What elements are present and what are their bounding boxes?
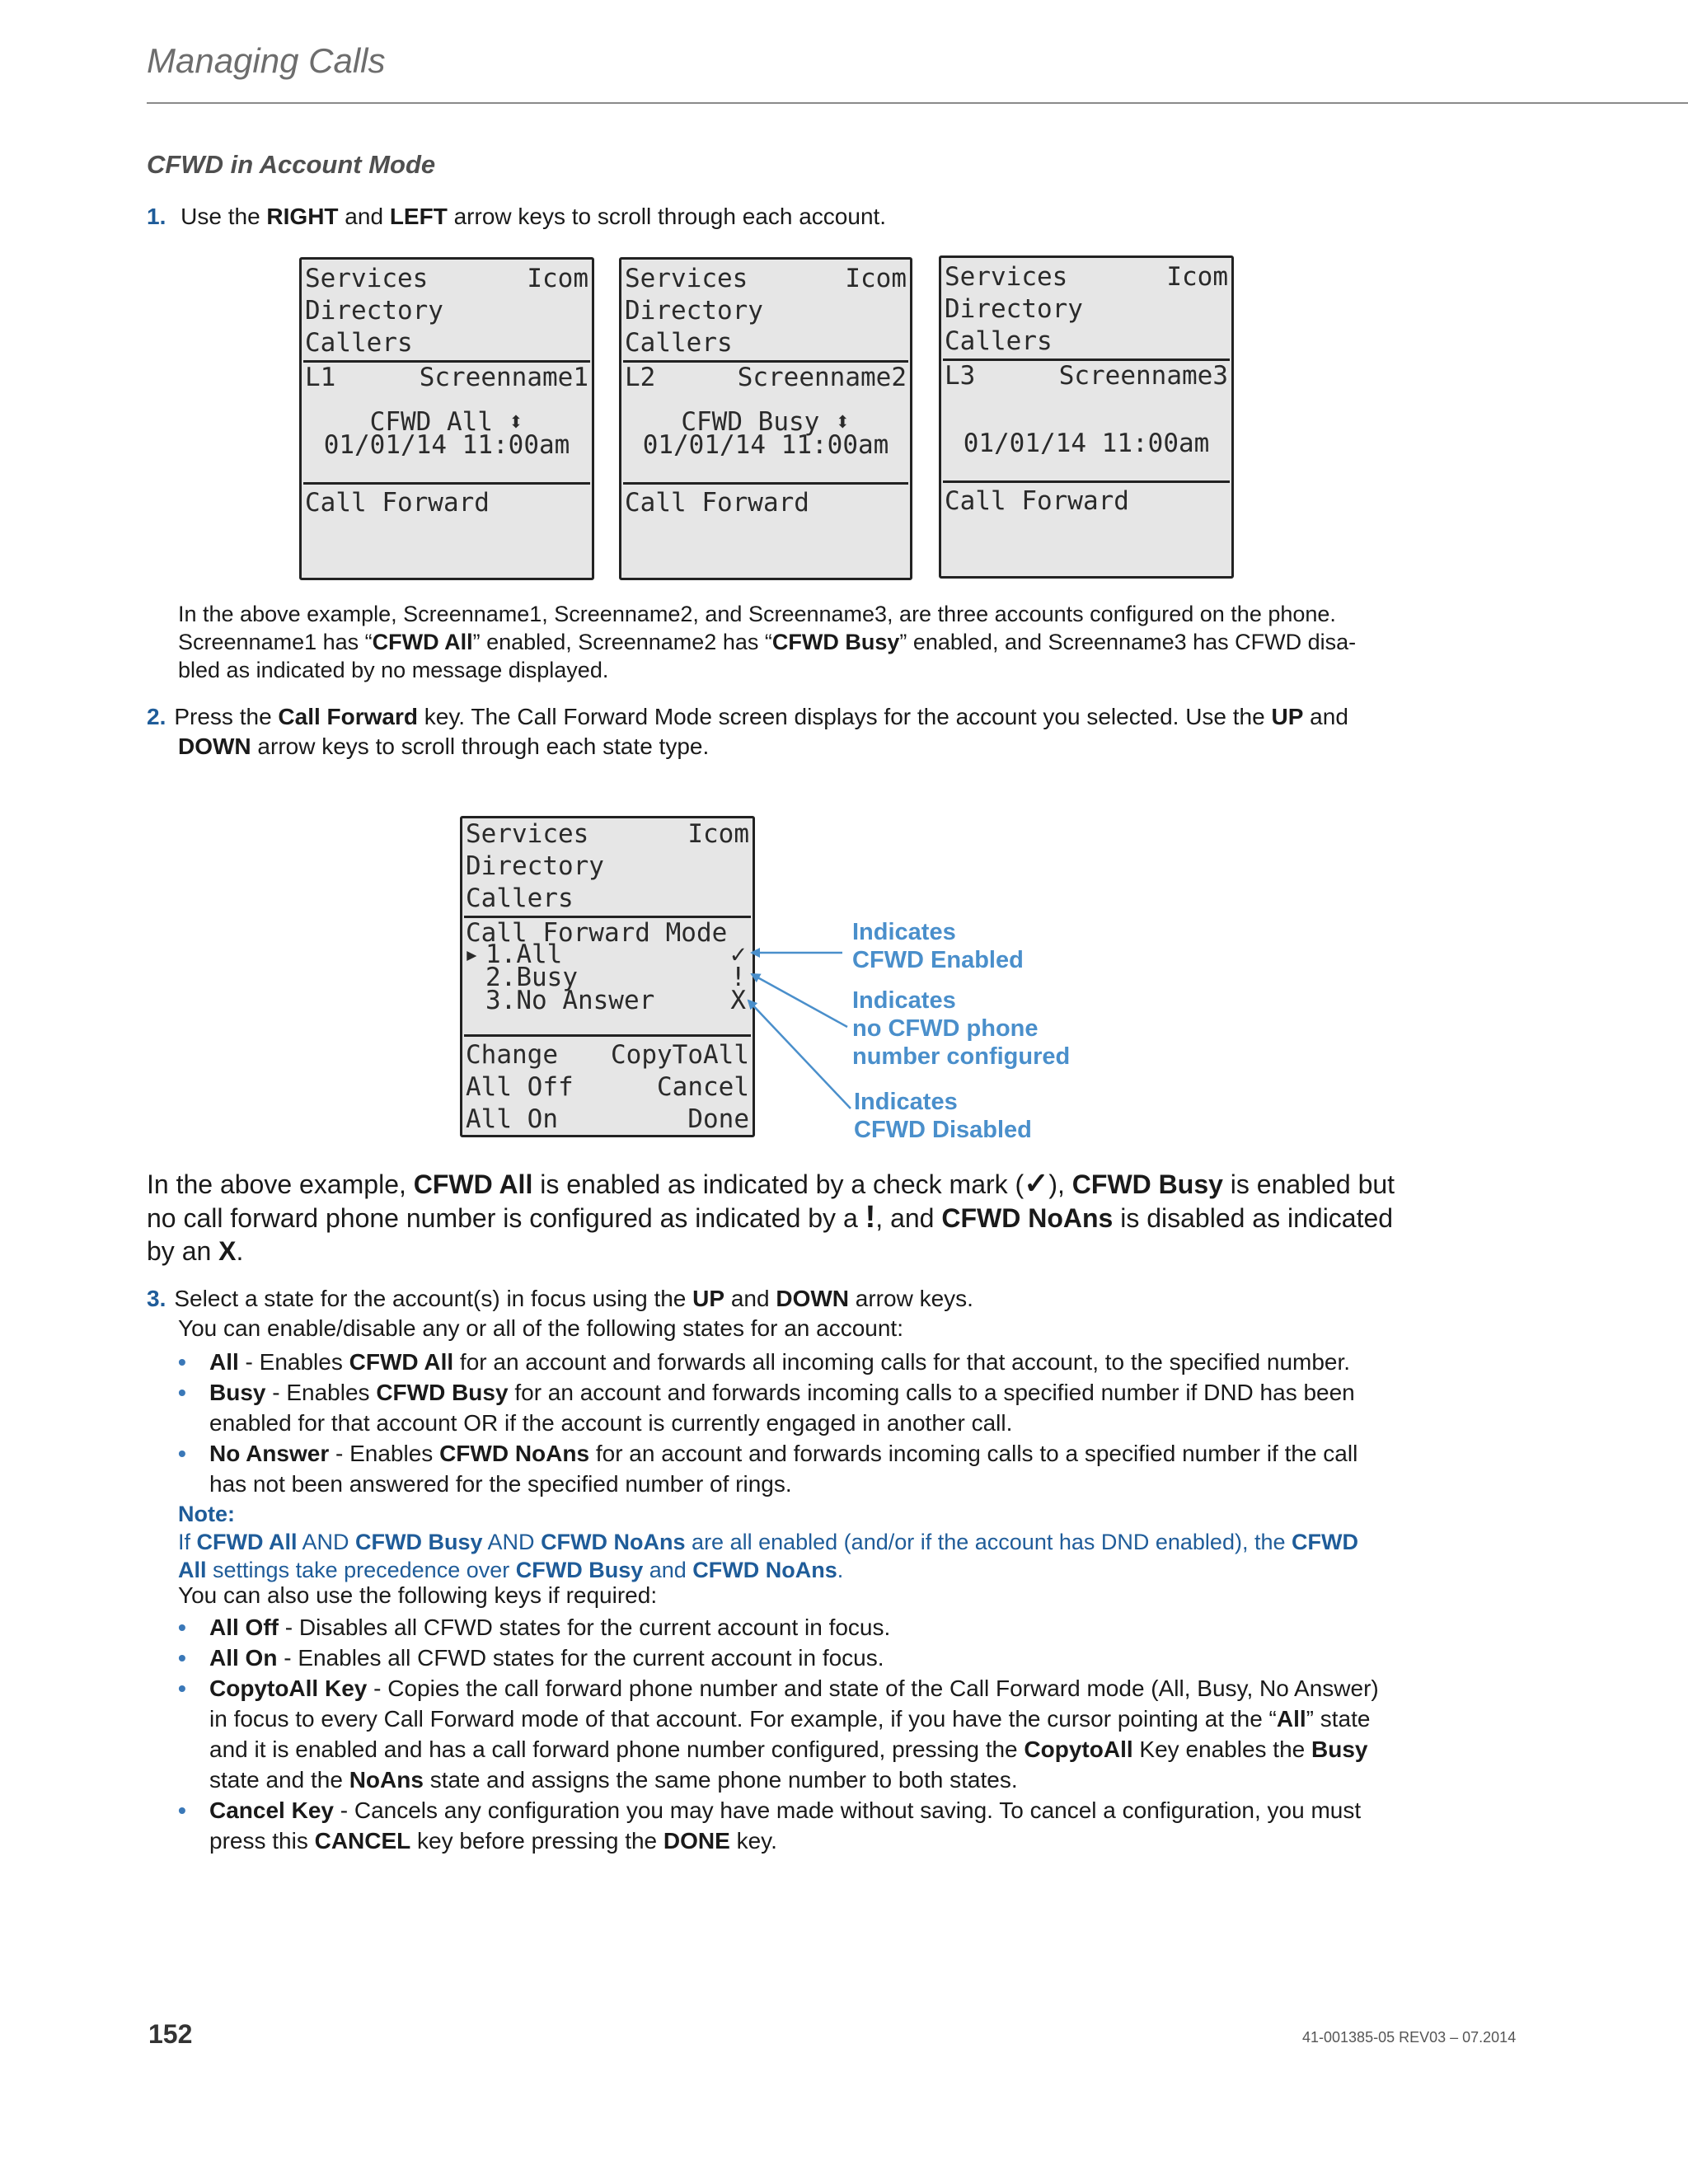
text: AND [482,1530,542,1554]
text: - Disables all CFWD states for the current account in focus. [279,1615,891,1640]
also-keys-text: You can also use the following keys if required: [178,1582,658,1608]
text: press this [209,1828,315,1854]
bullet-dot: • [178,1615,186,1640]
term: CFWD Busy [771,630,900,654]
term: All [1276,1706,1306,1732]
document-id: 41-001385-05 REV03 – 07.2014 [1302,2029,1517,2046]
text: key. [729,1828,777,1854]
text: arrow keys to scroll through each state type. [251,733,710,759]
callout-line: Indicates [854,1089,958,1115]
text: and [724,1286,776,1311]
lcd-screenname: Screenname2 [737,363,907,392]
lcd-services: Services [945,262,1068,292]
text: enabled for that account OR if the account is currently engaged in another call. [209,1410,1013,1436]
lcd-icom: Icom [687,819,749,849]
term: CFWD Busy [1071,1169,1223,1199]
callout-line: CFWD Enabled [852,947,1024,973]
para-line [147,1167,1395,1201]
callout-cfwd-disabled [854,1088,1032,1144]
page-number: 152 [148,2019,193,2049]
softkey-cancel: Cancel [657,1072,749,1102]
text: state and the [209,1767,349,1793]
term: All On [209,1645,278,1671]
lcd-line-label: L2 [625,363,656,392]
bullet-no-answer [178,1438,1358,1499]
lcd-item-no-answer: 3.No Answer [485,986,655,1015]
key-up: UP [692,1286,725,1311]
text: If [178,1530,197,1554]
text: . [236,1236,244,1266]
arrow-disabled [748,1001,851,1108]
bullet-dot: • [178,1349,186,1375]
text: ” enabled, and Screenname3 has CFWD disa- [899,630,1357,654]
term: CFWD Busy [515,1558,644,1582]
key-call-forward: Call Forward [278,704,419,729]
key-left: LEFT [389,204,448,229]
bullet-all-off [178,1612,891,1643]
text: key. The Call Forward Mode screen displays for the account you selected. Use the [418,704,1272,729]
lcd-callers: Callers [466,883,574,913]
exclamation-icon: ! [865,1200,876,1235]
term: No Answer [209,1441,330,1466]
term: CFWD NoAns [941,1203,1114,1233]
para-indicators [147,1167,1395,1268]
key-right: RIGHT [266,204,339,229]
step-text: arrow keys to scroll through each account. [447,204,887,229]
lcd-screenname: Screenname3 [1058,361,1228,391]
step-3 [147,1284,973,1343]
para-line [147,1201,1395,1235]
text: and [643,1558,693,1582]
text: Key enables the [1132,1736,1312,1762]
text: Press the [174,704,279,729]
text: , and [875,1203,942,1233]
step-number: 3. [147,1286,166,1311]
lcd-datetime: 01/01/14 11:00am [323,430,570,460]
callout-line: no CFWD phone [852,1015,1039,1042]
key-up: UP [1271,704,1304,729]
lcd-softkey-call-forward: Call Forward [945,486,1129,516]
term: All Off [209,1615,279,1640]
text: for an account and forwards incoming calls to a specified number if DND has been [508,1380,1355,1405]
text: in focus to every Call Forward mode of that account. For example, if you have the cursor pointing at the “ [209,1706,1277,1732]
lcd-services: Services [625,264,748,293]
text: is disabled as indicated [1113,1203,1394,1233]
lcd-services: Services [305,264,429,293]
term: CFWD All [372,630,473,654]
term: CFWD All [196,1530,298,1554]
step-text: Use the [181,204,267,229]
lcd-softkey-call-forward: Call Forward [625,488,809,518]
callout-line: Indicates [852,919,956,945]
lcd-mode-title: Call Forward Mode [466,918,728,948]
text: settings take precedence over [206,1558,516,1582]
softkey-change: Change [466,1040,558,1070]
lcd-directory: Directory [305,296,443,326]
text: - Cancels any configuration you may have made without saving. To cancel a configuration, you must [333,1797,1362,1823]
text: - Enables all CFWD states for the current account in focus. [277,1645,884,1671]
term: NoAns [349,1767,424,1793]
text: ” enabled, Screenname2 has “ [472,630,772,654]
term: CFWD NoAns [439,1441,590,1466]
softkey-all-on: All On [466,1104,558,1134]
term: CFWD All [413,1169,533,1199]
term: Busy [1311,1736,1368,1762]
text: - Enables [329,1441,440,1466]
term: CFWD Busy [355,1530,483,1554]
text: and [1303,704,1348,729]
lcd-cfwd-mode: CFWD All ⬍ [369,407,524,437]
text: - Enables [265,1380,377,1405]
term: All [209,1349,239,1375]
term: Busy [209,1380,266,1405]
step-number: 1. [147,204,166,229]
text: Select a state for the account(s) in focus using the [174,1286,693,1311]
para-line: In the above example, Screenname1, Screenname2, and Screenname3, are three accounts configured on the phone. [178,602,1336,626]
term: CFWD Busy [376,1380,509,1405]
text: ), [1048,1169,1072,1199]
note-line [178,1528,1358,1556]
softkey-all-off: All Off [466,1072,574,1102]
key-down: DOWN [776,1286,849,1311]
bullet-dot: • [178,1441,186,1466]
term: CFWD [1292,1530,1358,1554]
step-line: You can enable/disable any or all of the following states for an account: [178,1315,903,1341]
term: CANCEL [314,1828,411,1854]
bullet-copytoall [178,1673,1379,1795]
lcd-callers: Callers [945,326,1053,356]
lcd-icom: Icom [1166,262,1228,292]
softkey-done: Done [687,1104,749,1134]
step-text: and [338,204,390,229]
text: AND [297,1530,356,1554]
text: - Enables [238,1349,349,1375]
lcd-softkey-call-forward: Call Forward [305,488,490,518]
text: for an account and forwards all incoming calls for that account, to the specified number. [453,1349,1351,1375]
text: for an account and forwards incoming calls to a specified number if the call [589,1441,1358,1466]
text: state and assigns the same phone number to both states. [423,1767,1018,1793]
text: arrow keys. [849,1286,973,1311]
text: - Copies the call forward phone number and state of the Call Forward mode (All, Busy, No Answer) [367,1675,1379,1701]
bullet-cancel [178,1795,1362,1856]
lcd-item-all: 1.All [485,940,563,969]
lcd-callers: Callers [625,328,733,358]
exclamation-icon: ! [730,963,746,992]
step-number: 2. [147,704,166,729]
lcd-cfwd-mode: CFWD Busy ⬍ [681,407,851,437]
lcd-icom: Icom [845,264,907,293]
bullet-dot: • [178,1380,186,1405]
term: CopytoAll Key [209,1675,368,1701]
chapter-title: Managing Calls [147,41,386,80]
lcd-directory: Directory [945,294,1083,324]
callout-line: CFWD Disabled [854,1117,1032,1143]
text: . [837,1558,844,1582]
step-line [147,1284,973,1314]
lcd-callers: Callers [305,328,413,358]
term: All [178,1558,207,1582]
text: and it is enabled and has a call forward phone number configured, pressing the [209,1736,1025,1762]
para-line [147,1235,1395,1268]
term: Cancel Key [209,1797,334,1823]
callout-no-phone [852,987,1070,1071]
check-mark-icon: ✓ [1024,1166,1049,1200]
bullet-busy [178,1377,1355,1438]
bullet-dot: • [178,1645,186,1671]
text: In the above example, [147,1169,414,1199]
text: is enabled as indicated by a check mark ( [532,1169,1025,1199]
bullet-all-on [178,1643,884,1673]
term: CopytoAll [1024,1736,1133,1762]
term: CFWD NoAns [541,1530,686,1554]
lcd-line-label: L1 [305,363,336,392]
text: ” state [1306,1706,1371,1732]
lcd-services: Services [466,819,589,849]
check-mark-icon: ✓ [730,940,746,969]
bullet-dot: • [178,1675,186,1701]
text: is enabled but [1222,1169,1395,1199]
section-title: CFWD in Account Mode [147,150,436,179]
cursor-arrow-icon: ▸ [464,940,480,969]
bullet-dot: • [178,1797,186,1823]
text: Screenname1 has “ [178,630,373,654]
para-line: bled as indicated by no message displayed. [178,658,609,682]
x-mark-icon: X [730,986,746,1015]
text: key before pressing the [410,1828,663,1854]
lcd-screenname: Screenname1 [419,363,588,392]
bullet-all [178,1347,1351,1377]
term: CFWD NoAns [692,1558,837,1582]
term: CFWD All [349,1349,454,1375]
text: has not been answered for the specified number of rings. [209,1471,792,1497]
callout-line: number configured [852,1043,1071,1070]
key-down: DOWN [178,733,251,759]
lcd-item-busy: 2.Busy [485,963,578,992]
lcd-datetime: 01/01/14 11:00am [963,429,1210,458]
lcd-icom: Icom [527,264,588,293]
softkey-copytoall: CopyToAll [611,1040,749,1070]
lcd-datetime: 01/01/14 11:00am [642,430,889,460]
lcd-directory: Directory [625,296,763,326]
callout-line: Indicates [852,987,956,1014]
note-label: Note: [178,1502,235,1526]
term: DONE [663,1828,730,1854]
text: are all enabled (and/or if the account has DND enabled), the [685,1530,1292,1554]
lcd-directory: Directory [466,851,604,881]
lcd-line-label: L3 [945,361,976,391]
x-mark-icon: X [218,1236,237,1266]
callout-cfwd-enabled [852,918,1024,974]
note-block [178,1500,1358,1584]
text: no call forward phone number is configured as indicated by a [147,1203,865,1233]
note-line [178,1556,1358,1584]
text: by an [147,1236,219,1266]
